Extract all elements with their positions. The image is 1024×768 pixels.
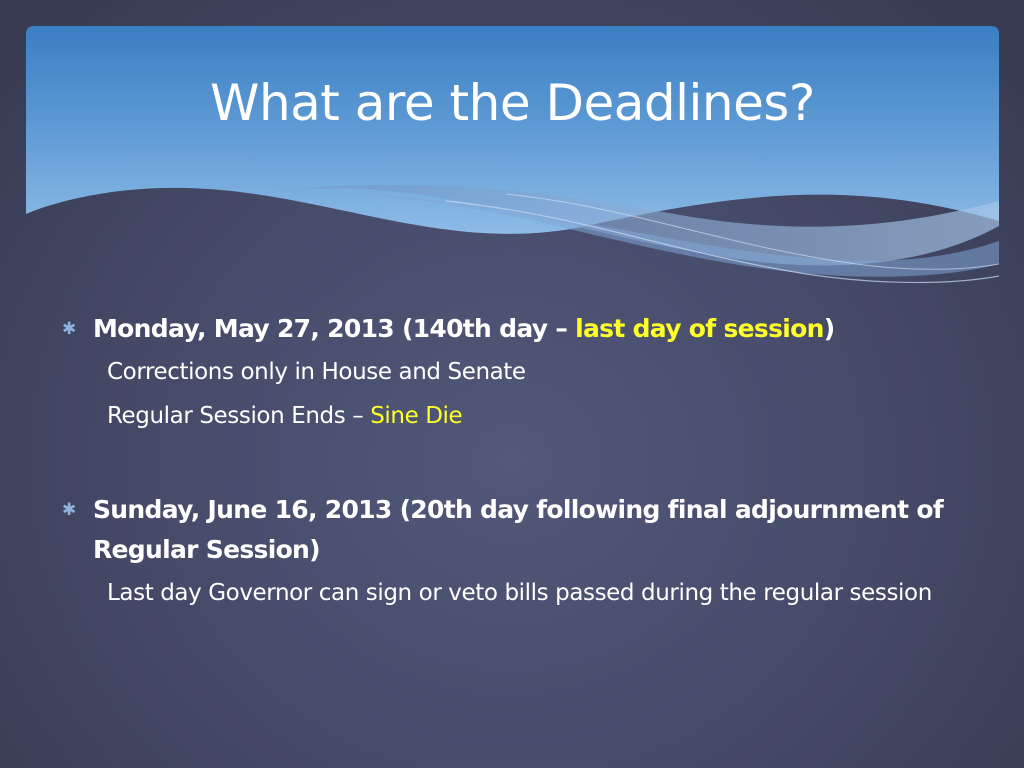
bullet-highlight: last day of session	[575, 314, 824, 343]
sub-item-highlight: Sine Die	[370, 403, 463, 429]
wave-banner-graphic	[26, 26, 999, 296]
bullet-item-sunday	[60, 490, 980, 570]
slide-title: What are the Deadlines?	[210, 74, 815, 132]
sub-item-text: Last day Governor can sign or veto bills passed during the regular session	[107, 580, 932, 606]
asterisk-icon: ✱	[62, 319, 76, 339]
sub-item-corrections	[60, 350, 980, 394]
sub-item-text: Corrections only in House and Senate	[107, 359, 526, 385]
sub-item-session-ends	[60, 394, 980, 438]
bullet-text: Sunday, June 16, 2013 (20th day following final adjournment of Regular Session)	[93, 495, 944, 564]
spacer	[60, 438, 980, 490]
bullet-suffix: )	[823, 314, 835, 343]
sub-item-text: Regular Session Ends –	[107, 403, 371, 429]
bullet-list	[60, 308, 980, 612]
sub-item-governor	[60, 574, 980, 612]
title-banner	[26, 26, 999, 296]
bullet-text: Monday, May 27, 2013 (140th day –	[93, 314, 576, 343]
asterisk-icon: ✱	[62, 500, 76, 520]
bullet-item-monday	[60, 308, 980, 350]
